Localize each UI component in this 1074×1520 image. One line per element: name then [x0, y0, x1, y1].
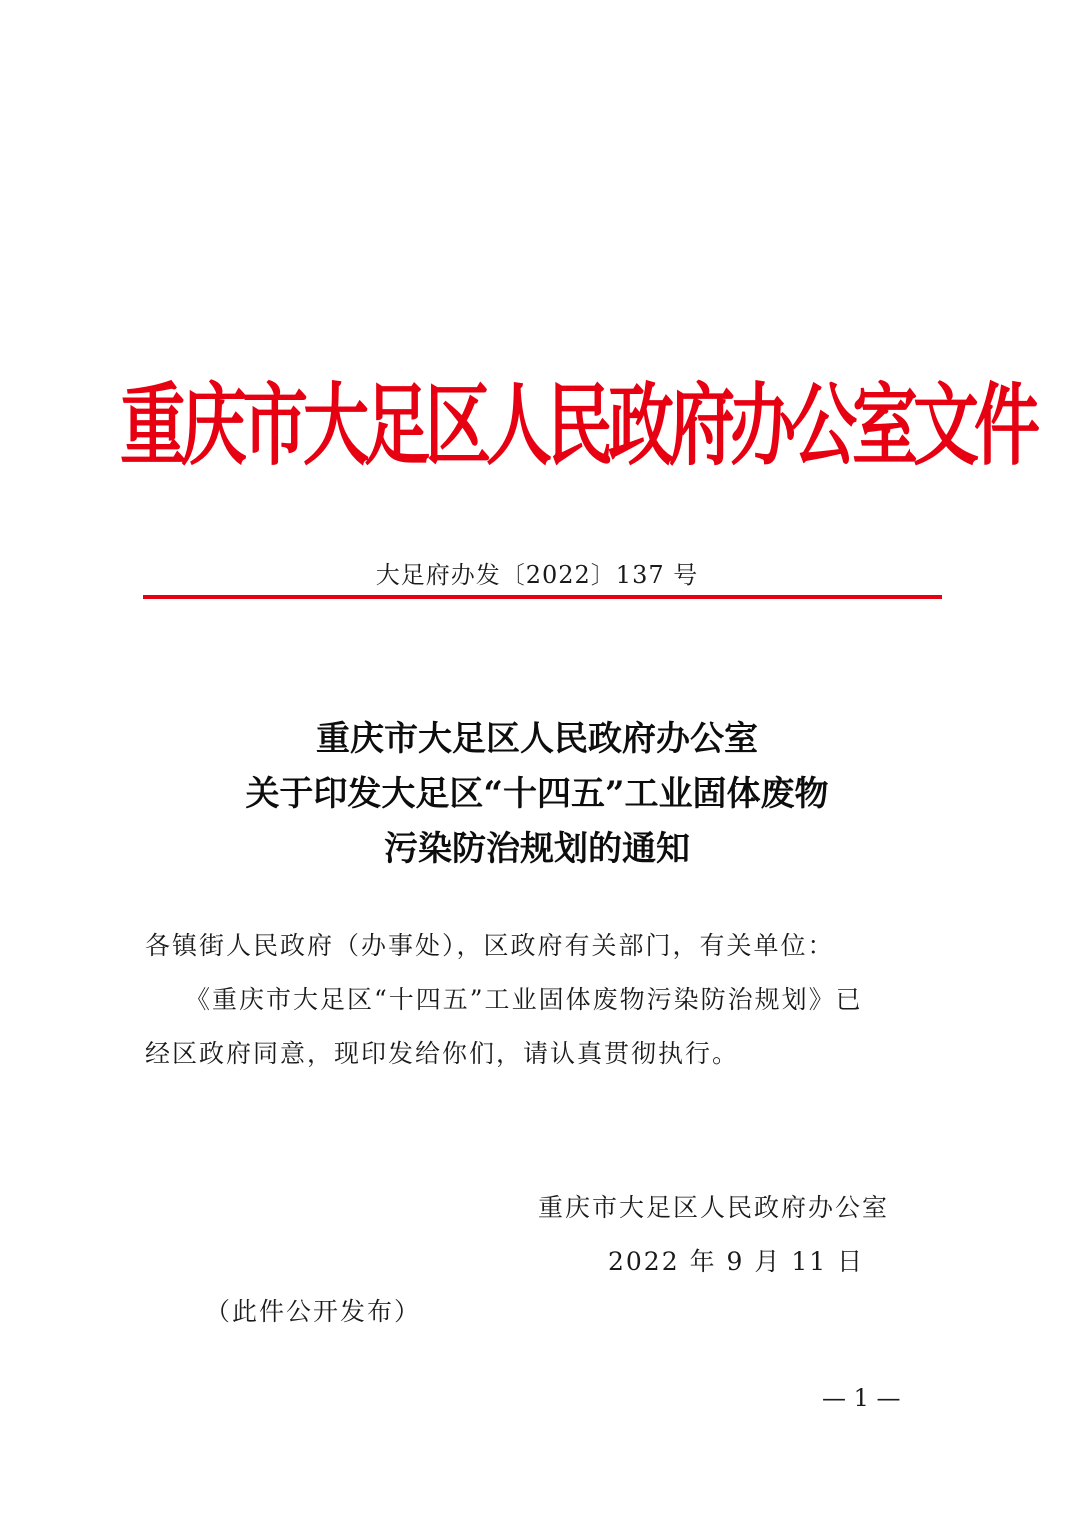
red-divider-rule: [143, 595, 942, 599]
body-paragraph-line-1: 《重庆市大足区“十四五”工业固体废物污染防治规划》已: [185, 985, 863, 1014]
issue-date: 2022 年 9 月 11 日: [608, 1247, 865, 1276]
document-masthead: 重庆市大足区人民政府办公室文件: [120, 374, 1035, 479]
document-title: [0, 712, 1074, 877]
title-line-1: 重庆市大足区人民政府办公室: [316, 719, 758, 759]
issuer-signature: 重庆市大足区人民政府办公室: [538, 1193, 890, 1222]
salutation: 各镇街人民政府（办事处），区政府有关部门，有关单位：: [145, 931, 835, 960]
title-line-2: 关于印发大足区“十四五”工业固体废物: [245, 774, 829, 814]
document-number: 大足府办发〔2022〕137 号: [375, 561, 699, 589]
title-line-3: 污染防治规划的通知: [384, 829, 690, 869]
body-paragraph-line-2: 经区政府同意，现印发给你们，请认真贯彻执行。: [145, 1039, 740, 1068]
page-number: — 1 —: [822, 1384, 901, 1412]
disclosure-note: （此件公开发布）: [205, 1297, 422, 1326]
